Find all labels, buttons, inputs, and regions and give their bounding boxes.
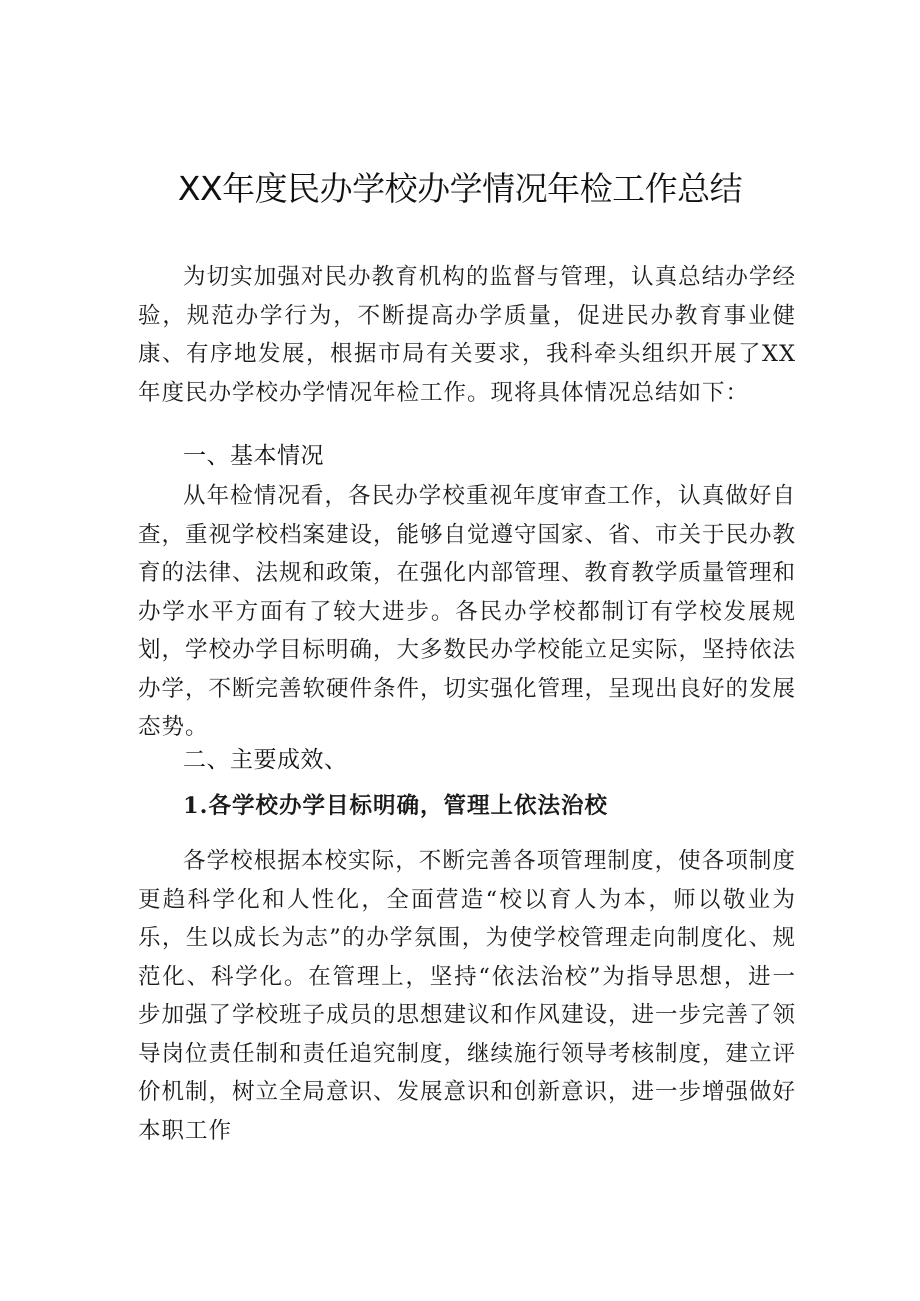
document-title: XX年度民办学校办学情况年检工作总结 <box>177 169 743 208</box>
results-paragraph: 各学校根据本校实际，不断完善各项管理制度，使各项制度更趋科学化和人性化，全面营造“校以育人为本，师以敬业为乐，生以成长为志”的办学氛围，为使学校管理走向制度化、规范化、科学化。在管理上，坚持“依法治校”为指导思想，进一步加强了学校班子成员的思想建议和作风建设，进一步完善了领导岗位责任制和责任追究制度，继续施行领导考核制度，建立评价机制，树立全局意识、发展意识和创新意识，进一步增强做好本职工作 <box>138 848 797 1144</box>
basic-situation-paragraph: 从年检情况看，各民办学校重视年度审查工作，认真做好自查，重视学校档案建设，能够自觉遵守国家、省、市关于民办教育的法律、法规和政策，在强化内部管理、教育教学质量管理和办学水平方面有了较大进步。各民办学校都制订有学校发展规划，学校办学目标明确，大多数民办学校能立足实际，坚持依法办学，不断完善软硬件条件，切实强化管理，呈现出良好的发展态势。 <box>138 483 797 740</box>
intro-paragraph: 为切实加强对民办教育机构的监督与管理，认真总结办学经验，规范办学行为，不断提高办学质量，促进民办教育事业健康、有序地发展，根据市局有关要求，我科牵头组织开展了XX年度民办学校办学情况年检工作。现将具体情况总结如下： <box>138 264 796 406</box>
subsection-heading-goals: 1.各学校办学目标明确，管理上依法治校 <box>183 793 608 819</box>
section-heading-basic: 一、基本情况 <box>183 443 324 469</box>
section-heading-results: 二、主要成效、 <box>183 747 348 773</box>
